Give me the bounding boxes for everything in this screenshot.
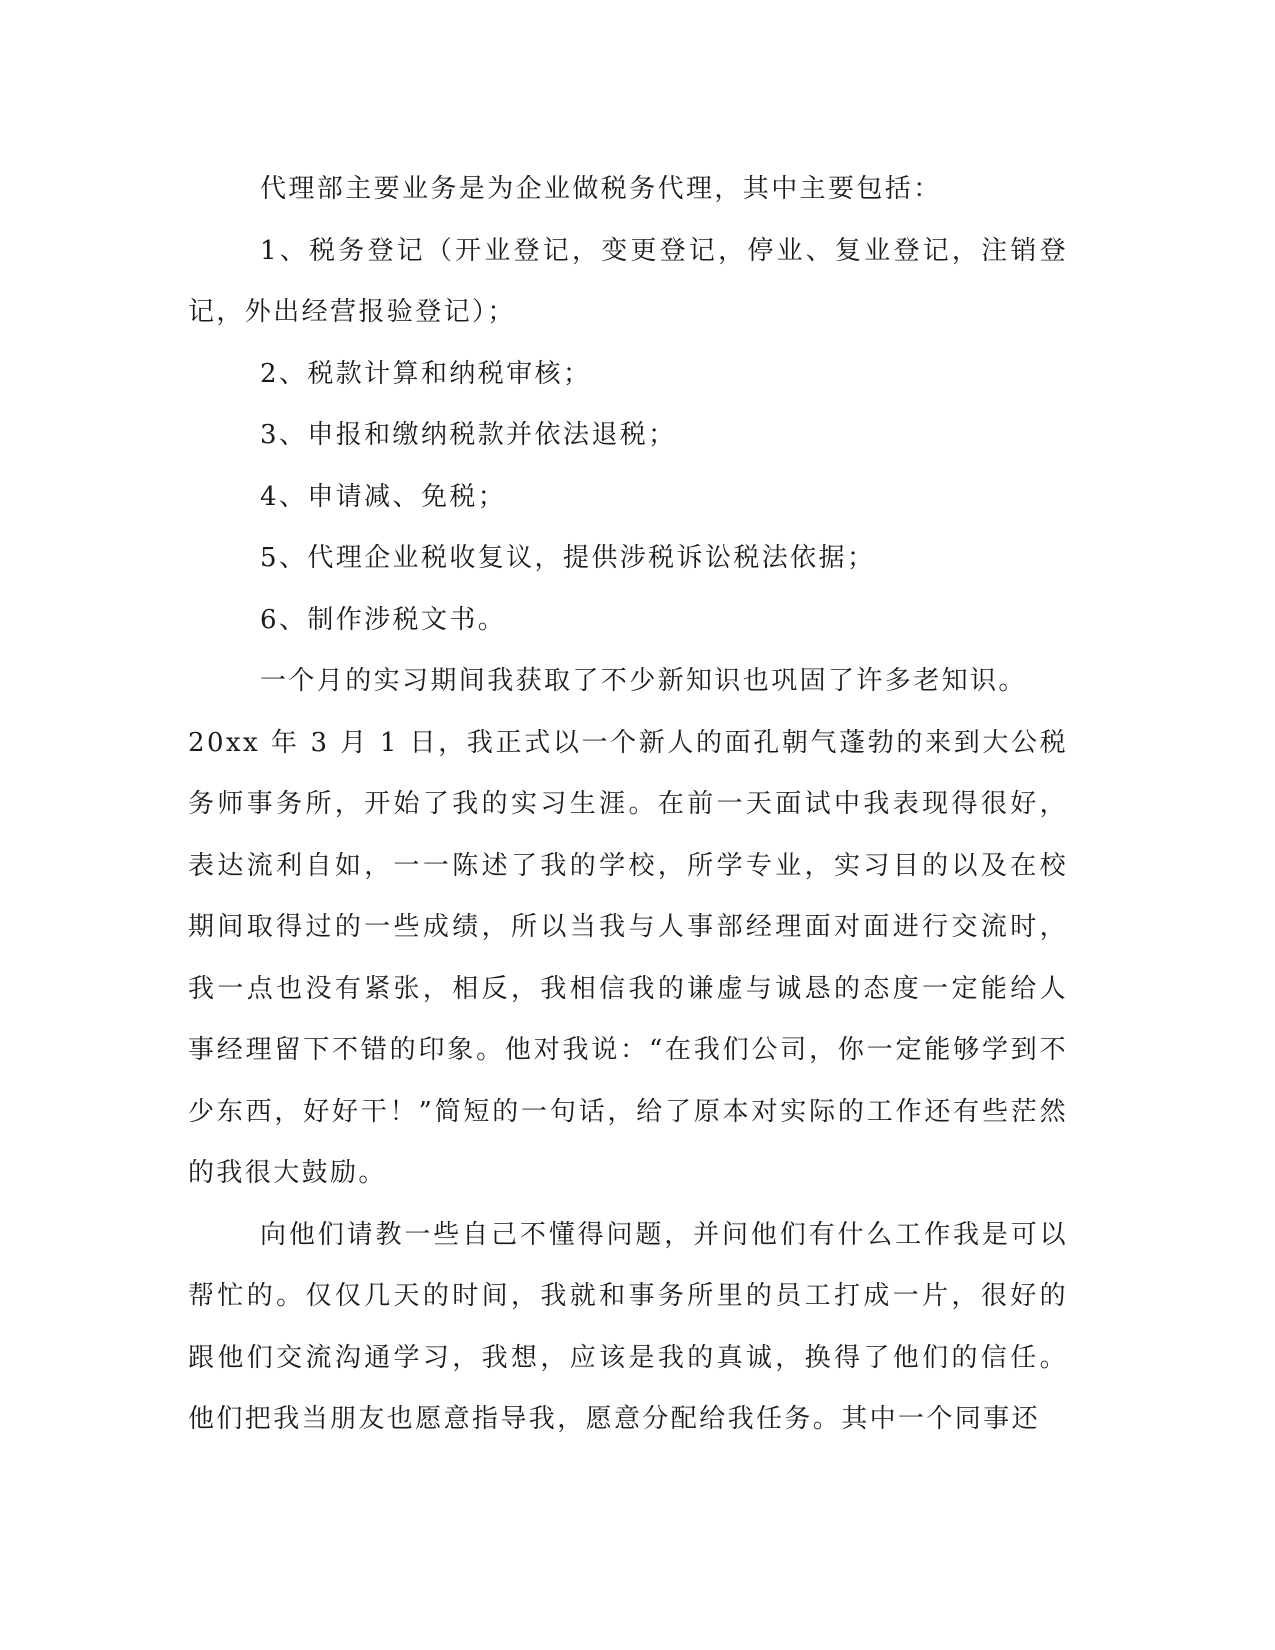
list-item-5: 5、代理企业税收复议，提供涉税诉讼税法依据； bbox=[260, 543, 876, 573]
list-item-3: 3、申报和缴纳税款并依法退税； bbox=[260, 420, 677, 450]
paragraph-first-day: 20xx 年 3 月 1 日，我正式以一个新人的面孔朝气蓬勃的来到大公税务师事务所，开始了我的实习生涯。在前一天面试中我表现得很好，表达流利自如，一一陈述了我的学校，所学专业，实习目的以及在校期间取得过的一些成绩，所以当我与人事部经理面对面进行交流时，我一点也没有紧张，相反，我相信我的谦虚与诚恳的态度一定能给人事经理留下不错的印象。他对我说：“在我们公司，你一定能够学到不少东西，好好干！”简短的一句话，给了原本对实际的工作还有些茫然的我很大鼓励。 bbox=[188, 727, 1068, 1188]
paragraph-intro: 代理部主要业务是为企业做税务代理，其中主要包括： bbox=[260, 174, 942, 204]
list-item-6: 6、制作涉税文书。 bbox=[260, 604, 507, 635]
list-item-2: 2、税款计算和纳税审核； bbox=[260, 358, 592, 389]
paragraph-colleagues: 向他们请教一些自己不懂得问题，并问他们有什么工作我是可以帮忙的。仅仅几天的时间，我就和事务所里的员工打成一片，很好的跟他们交流沟通学习，我想，应该是我的真诚，换得了他们的信任。他们把我当朋友也愿意指导我，愿意分配给我任务。其中一个同事还 bbox=[188, 1219, 1068, 1434]
document-body bbox=[188, 159, 1068, 1451]
list-item-4: 4、申请减、免税； bbox=[260, 481, 507, 512]
list-item-1: 1、税务登记（开业登记，变更登记，停业、复业登记，注销登记，外出经营报验登记）； bbox=[188, 235, 1068, 327]
paragraph-summary: 一个月的实习期间我获取了不少新知识也巩固了许多老知识。 bbox=[260, 666, 1027, 696]
